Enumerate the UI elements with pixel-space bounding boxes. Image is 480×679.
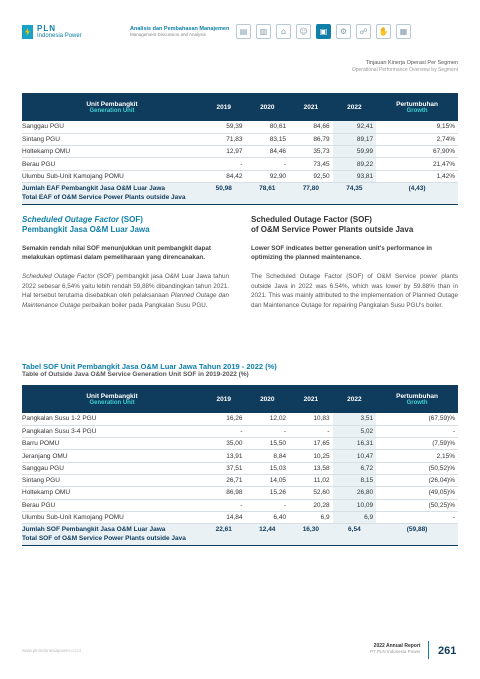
value-2022: 5,02 (333, 425, 377, 437)
total-row (22, 524, 458, 546)
footer-report (370, 643, 420, 654)
unit-cell: Sanggau PGU (22, 462, 202, 474)
value-2021: 52,60 (289, 487, 333, 499)
growth-cell: (26,04)% (376, 474, 458, 486)
table-row (22, 438, 458, 450)
total-y2021: 77,80 (289, 182, 333, 204)
people-icon[interactable]: ☺ (296, 24, 311, 39)
col-2019: 2019 (202, 93, 246, 121)
col-growth: Pertumbuhan Growth (376, 385, 458, 413)
growth-cell: 2,74% (376, 133, 458, 145)
unit-cell: Sanggau PGU (22, 121, 202, 133)
growth-cell: (49,05)% (376, 487, 458, 499)
value-2022: 8,15 (333, 474, 377, 486)
value-2022: 16,31 (333, 438, 377, 450)
value-2019: - (202, 158, 246, 170)
total-y2019: 22,61 (202, 524, 246, 546)
table2-title-id: Tabel SOF Unit Pembangkit Jasa O&M Luar Jawa Tahun 2019 - 2022 (%) (22, 362, 277, 371)
value-2021: 10,83 (289, 413, 333, 425)
value-2021: 35,73 (289, 146, 333, 158)
unit-cell: Sintang PGU (22, 474, 202, 486)
value-2019: 16,26 (202, 413, 246, 425)
finance-icon[interactable]: ▦ (396, 24, 411, 39)
handshake-icon[interactable]: ✋ (376, 24, 391, 39)
network-icon[interactable]: ☍ (356, 24, 371, 39)
sof-section-id (22, 215, 229, 310)
growth-cell: 9,15% (376, 121, 458, 133)
value-2019: 13,91 (202, 450, 246, 462)
sof-title-en: Scheduled Outage Factor (SOF) (251, 215, 372, 224)
value-2019: 84,42 (202, 170, 246, 182)
value-2020: 14,05 (246, 474, 290, 486)
sof-table (22, 385, 458, 546)
unit-cell: Ulumbu Sub-Unit Kamojang POMU (22, 170, 202, 182)
value-2022: 59,99 (333, 146, 377, 158)
value-2020: 15,03 (246, 462, 290, 474)
page-heading (352, 60, 458, 73)
growth-cell: - (376, 511, 458, 523)
total-growth: (59,88) (376, 524, 458, 546)
value-2020: 92,90 (246, 170, 290, 182)
value-2020: 15,50 (246, 438, 290, 450)
growth-cell: (7,59)% (376, 438, 458, 450)
value-2020: - (246, 158, 290, 170)
col-2022: 2022 (333, 385, 377, 413)
value-2021: 10,25 (289, 450, 333, 462)
company-logo (22, 25, 82, 39)
value-2019: 59,39 (202, 121, 246, 133)
value-2022: 92,41 (333, 121, 377, 133)
table-row (22, 462, 458, 474)
value-2021: 86,79 (289, 133, 333, 145)
value-2020: 15,26 (246, 487, 290, 499)
building-icon[interactable]: ⌂ (276, 24, 291, 39)
total-row (22, 182, 458, 204)
report-icon[interactable]: ▥ (256, 24, 271, 39)
sof-title-id-line2: Pembangkit Jasa O&M Luar Jawa (22, 224, 150, 234)
growth-cell: 2,15% (376, 450, 458, 462)
value-2019: 37,51 (202, 462, 246, 474)
unit-cell: Jeranjang OMU (22, 450, 202, 462)
value-2020: 80,61 (246, 121, 290, 133)
table-row (22, 450, 458, 462)
sof-body-en: The Scheduled Outage Factor (SOF) of O&M Service power plants outside Java in 2022 was 6.54%, which was lower by 59.88% than in 2021. This was mainly attributed to the implementation of Planned Outage dan Maintenance Outage for repairing Pangkalan Susu PGU's boiler. (251, 273, 458, 309)
table-row (22, 499, 458, 511)
value-2021: 11,02 (289, 474, 333, 486)
total-growth: (4,43) (376, 182, 458, 204)
sof-title-id: Scheduled Outage Factor (SOF) (22, 215, 143, 224)
growth-cell: - (376, 425, 458, 437)
page-number: 261 (438, 645, 457, 657)
value-2022: 89,17 (333, 133, 377, 145)
growth-cell: (50,25)% (376, 499, 458, 511)
value-2020: 12,02 (246, 413, 290, 425)
table-row (22, 133, 458, 145)
unit-cell: Berau PGU (22, 158, 202, 170)
unit-cell: Sintang PGU (22, 133, 202, 145)
value-2020: 83,15 (246, 133, 290, 145)
footer-divider (428, 641, 429, 659)
value-2019: - (202, 425, 246, 437)
sof-title-en-line2: of O&M Service Power Plants outside Java (251, 224, 414, 234)
value-2021: 92,50 (289, 170, 333, 182)
sof-lead-id: Semakin rendah nilai SOF menunjukkan unit pembangkit dapat melakukan optimasi dalam pemeliharaan yang direncanakan. (22, 245, 211, 262)
logo-name: PLN (37, 24, 56, 33)
logo-sub: Indonesia Power (37, 33, 82, 39)
page-heading-en: Operational Performance Overview by Segment (351, 66, 458, 73)
value-2022: 3,51 (333, 413, 377, 425)
total-y2022: 74,35 (333, 182, 377, 204)
footer-report-title: 2022 Annual Report (373, 643, 421, 649)
section-title-en: Management Discussion and Analysis (130, 32, 206, 38)
table-row (22, 487, 458, 499)
gear-icon[interactable]: ⚙ (336, 24, 351, 39)
value-2019: 14,84 (202, 511, 246, 523)
eaf-table (22, 93, 458, 205)
analysis-icon[interactable]: ▣ (316, 24, 331, 39)
value-2020: - (246, 499, 290, 511)
growth-cell: (50,52)% (376, 462, 458, 474)
unit-cell: Holtekamp OMU (22, 487, 202, 499)
table-row (22, 158, 458, 170)
value-2022: 10,09 (333, 499, 377, 511)
total-y2020: 78,61 (246, 182, 290, 204)
col-unit: Unit Pembangkit Generation Unit (22, 385, 202, 413)
table-row (22, 413, 458, 425)
table-row (22, 121, 458, 133)
sof-lead-en: Lower SOF indicates better generation unit's performance in optimizing the planned maintenance. (251, 245, 432, 262)
chapter-nav (236, 24, 411, 39)
table-row (22, 170, 458, 182)
footer-company: PT PLN Indonesia Power (370, 649, 421, 654)
page-header (0, 0, 480, 46)
table2-title (22, 362, 277, 378)
unit-cell: Pangkalan Susu 3-4 PGU (22, 425, 202, 437)
col-2022: 2022 (333, 93, 377, 121)
value-2020: 8,84 (246, 450, 290, 462)
value-2021: 6,9 (289, 511, 333, 523)
col-2020: 2020 (246, 93, 290, 121)
unit-cell: Holtekamp OMU (22, 146, 202, 158)
value-2021: 20,28 (289, 499, 333, 511)
footer-url[interactable]: www.plnindonesiapower.co.id (22, 648, 81, 653)
growth-cell: 21,47% (376, 158, 458, 170)
total-label: Jumlah SOF Pembangkit Jasa O&M Luar Jawa Total SOF of O&M Service Power Plants outside Java (22, 524, 202, 546)
value-2022: 93,81 (333, 170, 377, 182)
value-2020: 84,46 (246, 146, 290, 158)
unit-cell: Ulumbu Sub-Unit Kamojang POMU (22, 511, 202, 523)
sof-section-en (251, 215, 458, 310)
table-row (22, 146, 458, 158)
growth-cell: (67,59)% (376, 413, 458, 425)
value-2022: 26,80 (333, 487, 377, 499)
value-2019: 35,00 (202, 438, 246, 450)
value-2019: 71,83 (202, 133, 246, 145)
col-growth: Pertumbuhan Growth (376, 93, 458, 121)
total-y2019: 50,98 (202, 182, 246, 204)
col-2021: 2021 (289, 385, 333, 413)
value-2021: 73,45 (289, 158, 333, 170)
value-2019: 26,71 (202, 474, 246, 486)
growth-cell: 67,90% (376, 146, 458, 158)
total-y2022: 6,54 (333, 524, 377, 546)
value-2021: 17,65 (289, 438, 333, 450)
value-2022: 6,9 (333, 511, 377, 523)
value-2021: 84,66 (289, 121, 333, 133)
table-row (22, 425, 458, 437)
col-2020: 2020 (246, 385, 290, 413)
col-2019: 2019 (202, 385, 246, 413)
value-2019: 12,97 (202, 146, 246, 158)
value-2022: 6,72 (333, 462, 377, 474)
table-row (22, 474, 458, 486)
total-y2020: 12,44 (246, 524, 290, 546)
doc-icon[interactable]: ▤ (236, 24, 251, 39)
value-2020: 6,40 (246, 511, 290, 523)
sof-body-id: Scheduled Outage Factor (SOF) pembangkit jasa O&M Luar Jawa tahun 2022 sebesar 6,54% yaitu lebih rendah 59,88% dibandingkan tahun 2021. Hal tersebut terutama disebabkan oleh pelaksanaan Planned Outage dan Maintenance Outage perbaikan boiler pada Pangkalan Susu PGU. (22, 273, 229, 309)
col-2021: 2021 (289, 93, 333, 121)
unit-cell: Berau PGU (22, 499, 202, 511)
unit-cell: Pangkalan Susu 1-2 PGU (22, 413, 202, 425)
section-title-id: Analisis dan Pembahasan Manajemen (130, 26, 230, 32)
col-unit: Unit Pembangkit Generation Unit (22, 93, 202, 121)
value-2020: - (246, 425, 290, 437)
value-2021: - (289, 425, 333, 437)
value-2019: - (202, 499, 246, 511)
table2-title-en: Table of Outside Java O&M Service Generation Unit SOF in 2019-2022 (%) (22, 371, 249, 378)
value-2022: 89,22 (333, 158, 377, 170)
section-title (130, 26, 229, 37)
value-2019: 86,98 (202, 487, 246, 499)
unit-cell: Barru POMU (22, 438, 202, 450)
growth-cell: 1,42% (376, 170, 458, 182)
value-2021: 13,58 (289, 462, 333, 474)
total-label: Jumlah EAF Pembangkit Jasa O&M Luar Jawa Total EAF of O&M Service Power Plants outside Java (22, 182, 202, 204)
value-2022: 10,47 (333, 450, 377, 462)
pln-logo-icon (22, 25, 33, 39)
total-y2021: 16,30 (289, 524, 333, 546)
page-heading-id: Tinjauan Kinerja Operasi Per Segmen (365, 60, 458, 66)
table-row (22, 511, 458, 523)
